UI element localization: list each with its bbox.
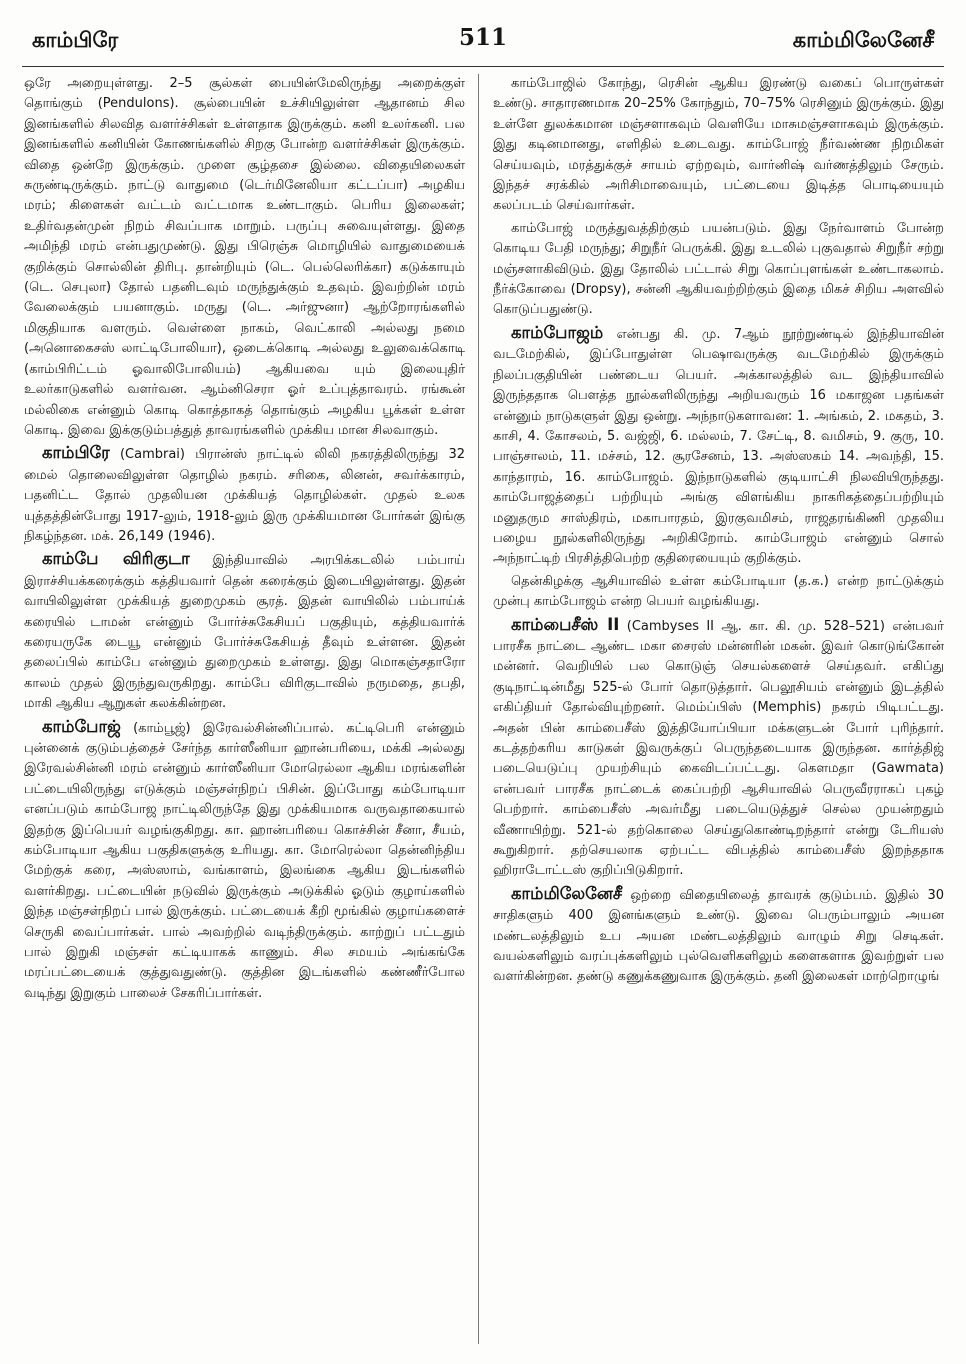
right-column <box>493 74 944 1354</box>
entry-kamboja <box>493 323 944 570</box>
entry-commelinaceae <box>493 884 944 988</box>
entry-text: தென்கிழக்கு ஆசியாவில் உள்ள கம்போடியா (த.க.) என்ற நாட்டுக்கும் முன்பு காம்போஜம் என்ற பெயர் வழங்கியது. <box>493 573 944 610</box>
entry-headword: காம்மிலேனேசீ <box>511 883 622 903</box>
entry-headword: காம்பிரே <box>42 443 110 463</box>
entry-text: என்பது கி. மு. 7ஆம் நூற்றுண்டில் இந்தியாவின் வடமேற்கில், இப்போதுள்ள பெஷாவருக்கு வடமேற்கில் இருக்கும் நிலப்பகுதியின் பண்டைய பெயர். அக்காலத்தில் வட இந்தியாவில் இருந்ததாக பௌத்த நூல்களிலிருந்து அறியவரும் 16 மகாஜன பதங்கள் என்னும் நாடுகளுள் இது ஒன்று. அந்நாடுகளாவன: 1. அங்கம், 2. மகதம், 3. காசி, 4. கோசலம், 5. வஜ்ஜி, 6. மல்லம், 7. சேட்டி, 8. வமிசம், 9. குரு, 10. பாஞ்சாலம், 11. மச்சம், 12. சூரசேனம், 13. அஸ்ஸகம் 14. அவந்தி, 15. காந்தாரம், 16. காம்போஜம். இந்நாடுகளில் குடியாட்சி நிலவியிருந்தது. காம்போஜத்தைப் பற்றியும் அங்கு விளங்கிய நாகரிகத்தைப்பற்றியும் மனுதரும சாஸ்திரம், மகாபாரதம், இரகுவமிசம், ராஜதரங்கிணி முதலிய பழைய நூல்களிலிருந்து அறிகிறோம். காம்போஜம் என்னும் சொல் அந்நாட்டிற் பிரசித்திபெற்ற குதிரையையும் குறிக்கும். <box>493 326 944 567</box>
entry-cambyses-ii <box>493 615 944 882</box>
entry-text: காம்போஜில் கோந்து, ரெசின் ஆகிய இரண்டு வகைப் பொருள்கள் உண்டு. சாதாரணமாக 20–25% கோந்தும், 70–75% ரெசினும் இருக்கும். இது உள்ளே துலக்கமான மஞ்சளாகவும் வெளியே மாசுமஞ்சளாகவும் இருக்கும். இது கடினமானது, எளிதில் உடைவது. காம்போஜ் நீர்வண்ண நிறமிகள் செய்யவும், மரத்துக்குச் சாயம் ஏற்றவும், வார்னிஷ் வர்ணத்திலும் சேரும். இந்தச் சரக்கில் அரிசிமாவையும், பட்டையை இடித்த பொடியையும் கலப்படம் செய்வார்கள். <box>493 76 944 214</box>
paragraph <box>493 219 944 321</box>
entry-text: (காம்பூஜ்) இரேவல்சின்னிப்பால். கட்டிபெரி என்னும் புன்னைக் குடும்பத்தைச் சேர்ந்த கார்ஸீனியா ஹான்பரியை, மக்கி அல்லது இரேவல்சின்னி மரம் என்னும் கார்ஸீனியா மோரெல்லா ஆகிய மரங்களின் பட்டையிலிருந்து எடுக்கும் மஞ்சள்நிறப் பிசின். இப்போது கம்போடியா எனப்படும் காம்போஜ நாட்டிலிருந்தே இது முக்கியமாக வருவதாகையால் இதற்கு இப்பெயர் வழங்குகிறது. கா. ஹான்பரியை கொச்சின் சீனா, சீயம், கம்போடியா ஆகிய பகுதிகளுக்கு உரியது. கா. மோரெல்லா தென்னிந்திய மேற்குக் கரை, அஸ்ஸாம், வங்காளம், இலங்கை ஆகிய இடங்களில் வளர்கிறது. பட்டையின் நடுவில் இருக்கும் அடுக்கில் ஓடும் குழாய்களில் இந்த மஞ்சள்நிறப் பால் இருக்கும். பட்டையைக் கீறி மூங்கில் குழாய்களைச் செருகி வைப்பார்கள். பால் அவற்றில் வடிந்திருக்கும். காற்றுப் பட்டதும் பால் இறுகி மஞ்சள் கட்டியாகக் காணும். சில சமயம் அங்கங்கே மரப்பட்டையைக் குத்துவதுண்டு. குத்தின இடங்களில் கண்ணீர்போல வடிந்து இறுகும் பாலைச் சேகரிப்பார்கள். <box>24 720 465 1001</box>
page-number: 511 <box>458 24 507 51</box>
header-left-word: காம்பிரே <box>32 28 119 52</box>
left-column <box>24 74 465 1354</box>
paragraph <box>24 74 465 441</box>
entry-headword: காம்போஜ் <box>42 716 121 736</box>
column-divider <box>478 74 479 1344</box>
header-right-word: காம்மிலேனேசீ <box>792 28 934 52</box>
entry-cambrai <box>24 443 465 547</box>
page-header <box>22 20 944 67</box>
entry-text: (Cambrai) பிரான்ஸ் நாட்டில் லிலி நகரத்திலிருந்து 32 மைல் தொலைவிலுள்ள தொழில் நகரம். சரிகை, லினன், சவர்க்காரம், பதனிட்ட தோல் முதலியன முக்கியத் தொழில்கள். முதல் உலக யுத்தத்தின்போது 1917-லும், 1918-லும் இரு முக்கியமான போர்கள் இங்கு நிகழ்ந்தன. மக். 26,149 (1946). <box>24 447 465 544</box>
entry-gulf-of-cambay <box>24 549 465 714</box>
entry-text: காம்போஜ் மருத்துவத்திற்கும் பயன்படும். இது நேர்வாளம் போன்ற கொடிய பேதி மருந்து; சிறுநீர் பெருக்கி. இது உடலில் புகுவதால் சிறுநீர் சற்று மஞ்சளாகிவிடும். இது தோலில் பட்டால் சிறு கொப்புளங்கள் உண்டாகலாம். நீர்க்கோவை (Dropsy), சன்னி ஆகியவற்றிற்கும் இதை மிகச் சிறிய அளவில் கொடுப்பதுண்டு. <box>493 220 944 318</box>
entry-headword: காம்போஜம் <box>511 322 604 342</box>
entry-gamboge <box>24 717 465 1005</box>
entry-text: (Cambyses II ஆ. கா. கி. மு. 528–521) என்பவர் பாரசீக நாட்டை ஆண்ட மகா சைரஸ் மன்னரின் மகன். இவர் கொடுங்கோன் மன்னர். வெறியில் பல கொடுஞ் செயல்களைச் செய்தவர். எகிப்து குடிநாட்டின்மீது 525-ல் போர் தொடுத்தார். பெலூசியம் என்னும் இடத்தில் எகிப்தியர் தோல்வியுற்றனர். மெம்ப்பிஸ் (Memphis) நகரம் பிடிபட்டது. அதன் பின் காம்பைசீஸ் இத்தியோப்பியா மக்களுடன் போர் புரிந்தார். கடத்தற்கரிய காடுகள் இவருக்குப் பெருந்தடையாக இருந்தன. கார்த்திஜ் படையெடுப்பு முயற்சியும் கைவிடப்பட்டது. கௌமதா (Gawmata) என்பவர் பாரசீக நாட்டைக் கைப்பற்றி ஆசியாவில் பெருவீரராகப் புகழ் பெற்றார். காம்பைசீஸ் அவர்மீது படையெடுத்துச் செல்ல முயன்றதும் வீணாயிற்று. 521-ல் தற்கொலை செய்துகொண்டிறந்தார் என்று டேரியஸ் கூறுகிறார். தற்செயலாக ஏற்பட்ட விபத்தில் காம்பைசீஸ் இறந்ததாக ஹிராடோட்டஸ் குறிப்பிடுகிறார். <box>493 618 944 879</box>
entry-text: ஒற்றை விதையிலைத் தாவரக் குடும்பம். இதில் 30 சாதிகளும் 400 இனங்களும் உண்டு. இவை பெரும்பாலும் அயன மண்டலத்திலும் உப அயன மண்டலத்திலும் வாழும் சிறு செடிகள். வயல்களிலும் வரப்புக்களிலும் புல்வெளிகளிலும் களைகளாக இவற்றுள் பல வளர்கின்றன. தண்டு கணுக்கணுவாக இருக்கும். தனி இலைகள் மாற்றொழுங் <box>493 887 944 985</box>
entry-headword: காம்பைசீஸ் II <box>511 614 620 634</box>
paragraph <box>493 74 944 217</box>
paragraph <box>493 572 944 613</box>
entry-headword: காம்பே விரிகுடா <box>42 549 190 569</box>
entry-text: இந்தியாவில் அரபிக்கடலில் பம்பாய் இராச்சியக்கரைக்கும் கத்தியவார் தென் கரைக்கும் இடையிலுள்ளது. இதன் வாயிலிலுள்ள முக்கியத் துறைமுகம் சூரத். இதன் வாயிலில் பம்பாய்க் கரையில் டாமன் என்னும் போர்ச்சுகேசியப் பகுதியும், கத்தியவார்க் கரையருகே டையூ என்னும் போர்ச்சுகேசியத் தீவும் உள்ளன. இதன் தலைப்பில் காம்பே என்னும் துறைமுகம் உள்ளது. இது மொகஞ்சதாரோ காலம் முதல் இருந்துவருகிறது. காம்பே விரிகுடாவில் நருமதை, தபதி, மாகி ஆகிய ஆறுகள் கலக்கின்றன. <box>24 553 465 712</box>
entry-text: ஒரே அறையுள்ளது. 2–5 சூல்கள் பையின்மேலிருந்து அறைக்குள் தொங்கும் (Pendulons). சூல்பையின் உச்சியிலுள்ள ஆதானம் சில இனங்களில் சிலவித வளர்ச்சிகள் உள்ளதாக இருக்கும். கனி உலர்கனி. பல இனங்களில் கனியின் கோணங்களில் சிறகு போன்ற வளர்ச்சிகள் இருக்கும். விதை ஒன்றே இருக்கும். முளை சூழ்தசை இல்லை. விதையிலைகள் சுருண்டிருக்கும். நாட்டு வாதுமை (டெர்மினேலியா கட்டப்பா) அழகிய மரம்; கிளைகள் வட்டம் வட்டமாக உண்டாகும். பெரிய இலைகள்; உதிர்வதன்முன் நிறம் சிவப்பாக மாறும். பருப்பு சுவையுள்ளது. இதை அமிந்தி மரம் என்பதுமுண்டு. இது பிரெஞ்சு மொழியில் வாதுமையைக் குறிக்கும் சொல்லின் திரிபு. தான்றியும் (டெ. பெல்லெரிக்கா) கடுக்காயும் (டெ. செபுலா) தோல் பதனிடவும் மருந்துக்கும் உதவும். இவற்றின் மரம் வேலைக்கும் பயனாகும். மருது (டெ. அர்ஜுனா) ஆற்றோரங்களில் மிகுதியாக வளரும். வெள்ளை நாகம், வெட்காலி அல்லது நமை (அனொகைசஸ் லாட்டிபோலியா), ஒடைக்கொடி அல்லது உலுவைக்கொடி (காம்பிரிட்டம் ஓவாலிபோலியம்) ஆகியவை யும் இலையுதிர் உலர்காடுகளில் வளர்வன. ஆம்னிசெரா ஓர் உப்புத்தாவரம். ரங்கூன் மல்லிகை என்னும் கொடி கொத்தாகத் தொங்கும் அழகிய பூக்கள் உள்ள கொடி. இவை இக்குடும்பத்துத் தாவரங்களில் முக்கிய மான சிலவாகும். <box>24 76 465 438</box>
